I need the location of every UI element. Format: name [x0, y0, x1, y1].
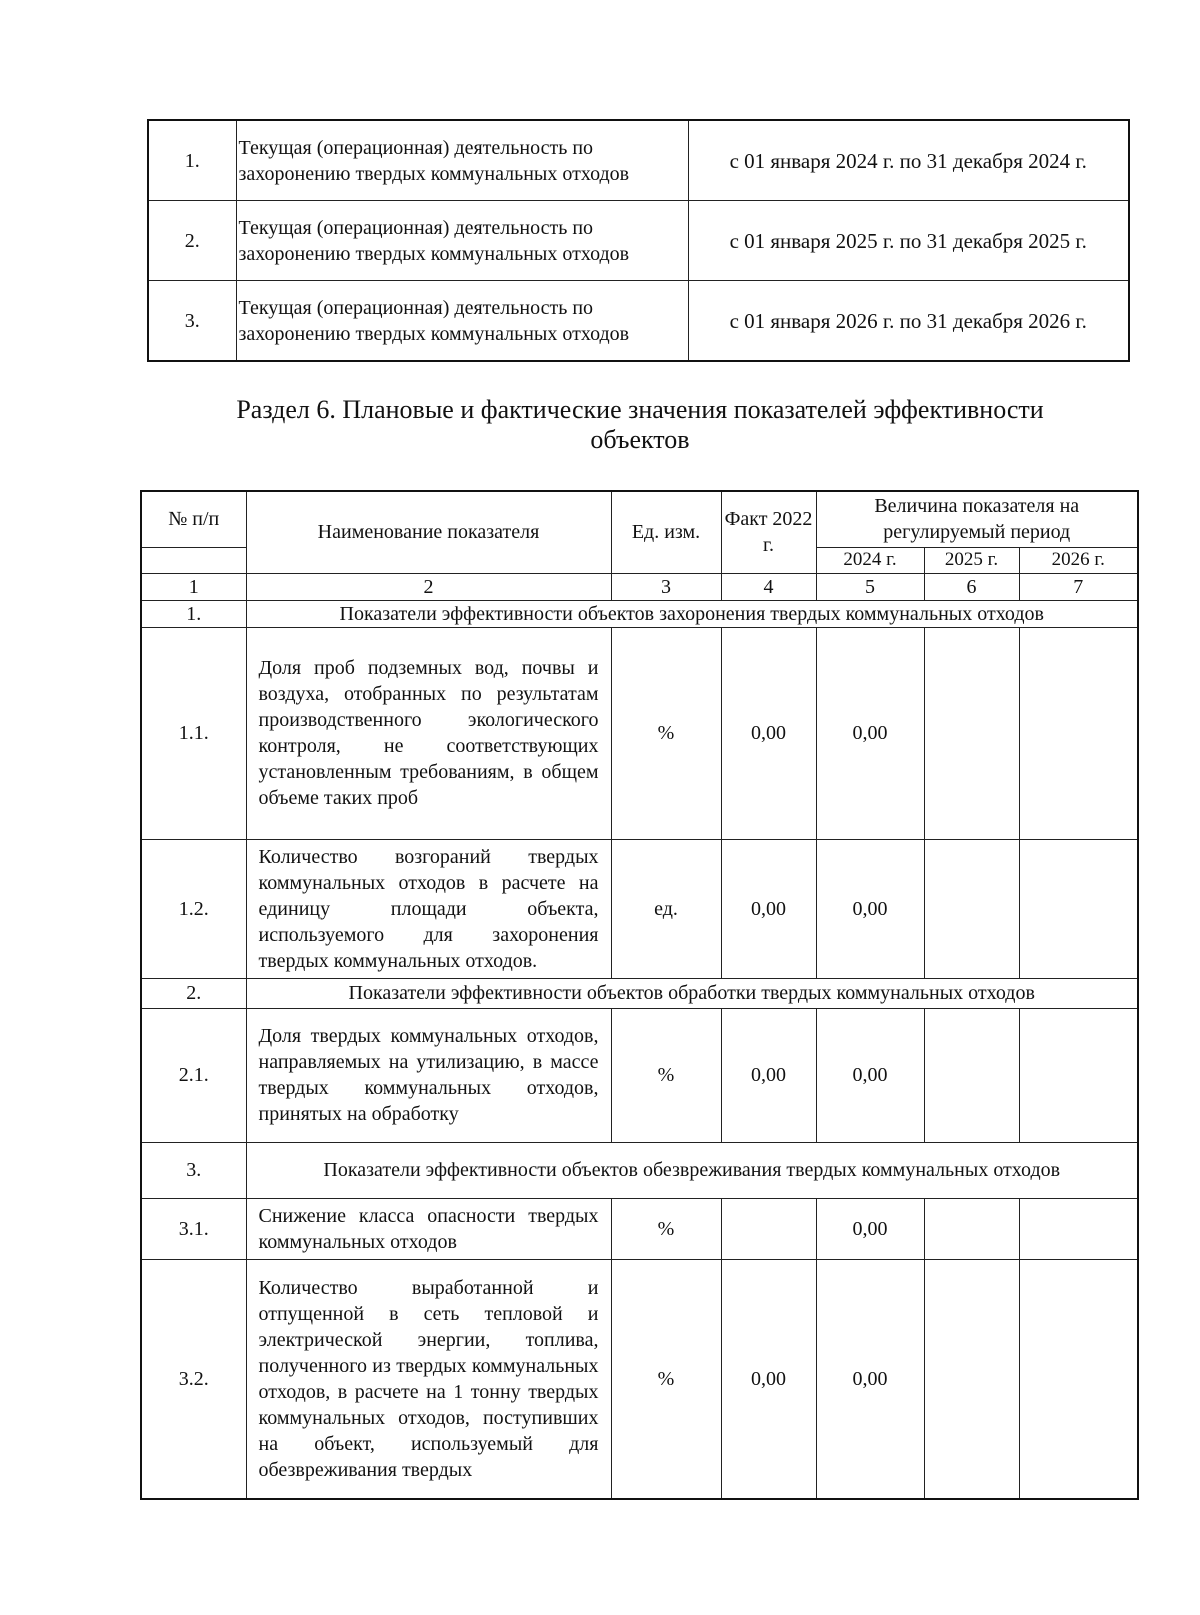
indicator-unit: %	[611, 1008, 721, 1142]
indicator-fact: 0,00	[721, 839, 816, 978]
activity-period: с 01 января 2025 г. по 31 декабря 2025 г.	[688, 201, 1129, 281]
indicator-2026	[1019, 1008, 1138, 1142]
section-row	[141, 978, 1138, 1008]
indicator-2024: 0,00	[816, 627, 924, 839]
section-title-line1: Раздел 6. Плановые и фактические значения показателей эффективности	[236, 395, 1044, 424]
indicator-number: 3.2.	[141, 1259, 246, 1499]
indicator-name: Количество возгораний твердых коммунальных отходов в расчете на единицу площади объекта, используемого для захоронения твердых коммунальных отходов.	[246, 839, 611, 978]
indicator-2026	[1019, 839, 1138, 978]
indicator-number: 1.1.	[141, 627, 246, 839]
indicator-fact: 0,00	[721, 1008, 816, 1142]
header-year-2025: 2025 г.	[924, 547, 1019, 573]
table-row	[141, 839, 1138, 978]
activity-name: Текущая (операционная) деятельность по захоронению твердых коммунальных отходов	[236, 201, 688, 281]
table-row	[148, 120, 1129, 201]
header-year-2024: 2024 г.	[816, 547, 924, 573]
indicator-unit: %	[611, 1198, 721, 1259]
section-heading: Показатели эффективности объектов захоронения твердых коммунальных отходов	[246, 600, 1138, 627]
indicator-2024: 0,00	[816, 1259, 924, 1499]
section-heading: Показатели эффективности объектов обезвреживания твердых коммунальных отходов	[246, 1142, 1138, 1198]
indicator-2024: 0,00	[816, 1198, 924, 1259]
row-number: 1.	[148, 120, 236, 201]
indicator-2026	[1019, 1259, 1138, 1499]
col-number: 1	[141, 573, 246, 600]
table-row	[141, 627, 1138, 839]
col-number: 2	[246, 573, 611, 600]
indicator-2025	[924, 627, 1019, 839]
header-row	[141, 491, 1138, 547]
indicator-fact: 0,00	[721, 1259, 816, 1499]
indicator-number: 1.2.	[141, 839, 246, 978]
col-number: 6	[924, 573, 1019, 600]
indicator-2025	[924, 839, 1019, 978]
section-number: 1.	[141, 600, 246, 627]
indicator-2025	[924, 1198, 1019, 1259]
table-row	[141, 1008, 1138, 1142]
activity-periods-table	[147, 119, 1130, 362]
row-number: 2.	[148, 201, 236, 281]
section-row	[141, 600, 1138, 627]
header-num: № п/п	[141, 491, 246, 547]
indicators-table	[140, 490, 1139, 1500]
header-num-empty	[141, 547, 246, 573]
indicator-number: 2.1.	[141, 1008, 246, 1142]
section-row	[141, 1142, 1138, 1198]
col-number: 7	[1019, 573, 1138, 600]
indicator-fact: 0,00	[721, 627, 816, 839]
column-number-row	[141, 573, 1138, 600]
indicator-name: Доля проб подземных вод, почвы и воздуха, отобранных по результатам производственного экологического контроля, не соответствующих установленным требованиям, в общем объеме таких проб	[246, 627, 611, 839]
section-heading: Показатели эффективности объектов обработки твердых коммунальных отходов	[246, 978, 1138, 1008]
section-number: 3.	[141, 1142, 246, 1198]
indicator-2024: 0,00	[816, 839, 924, 978]
activity-period: с 01 января 2026 г. по 31 декабря 2026 г.	[688, 281, 1129, 362]
indicator-name: Доля твердых коммунальных отходов, направляемых на утилизацию, в массе твердых коммунальных отходов, принятых на обработку	[246, 1008, 611, 1142]
indicator-2025	[924, 1259, 1019, 1499]
header-year-2026: 2026 г.	[1019, 547, 1138, 573]
indicator-name: Количество выработанной и отпущенной в сеть тепловой и электрической энергии, топлива, полученного из твердых коммунальных отходов, в расчете на 1 тонну твердых коммунальных отходов, поступивших на объект, используемый для обезвреживания твердых	[246, 1259, 611, 1499]
header-period-group: Величина показателя на регулируемый период	[816, 491, 1138, 547]
col-number: 3	[611, 573, 721, 600]
indicator-fact	[721, 1198, 816, 1259]
activity-name: Текущая (операционная) деятельность по захоронению твердых коммунальных отходов	[236, 120, 688, 201]
section-number: 2.	[141, 978, 246, 1008]
table-row	[141, 1259, 1138, 1499]
header-name: Наименование показателя	[246, 491, 611, 573]
activity-name: Текущая (операционная) деятельность по захоронению твердых коммунальных отходов	[236, 281, 688, 362]
col-number: 4	[721, 573, 816, 600]
activity-period: с 01 января 2024 г. по 31 декабря 2024 г.	[688, 120, 1129, 201]
indicator-2026	[1019, 627, 1138, 839]
table-row	[141, 1198, 1138, 1259]
indicator-unit: %	[611, 1259, 721, 1499]
indicator-2025	[924, 1008, 1019, 1142]
section-title-line2: объектов	[590, 425, 690, 454]
table-row	[148, 201, 1129, 281]
header-unit: Ед. изм.	[611, 491, 721, 573]
indicator-name: Снижение класса опасности твердых коммунальных отходов	[246, 1198, 611, 1259]
indicator-unit: ед.	[611, 839, 721, 978]
header-fact: Факт 2022 г.	[721, 491, 816, 573]
section-title	[120, 395, 1160, 455]
table-row	[148, 281, 1129, 362]
row-number: 3.	[148, 281, 236, 362]
col-number: 5	[816, 573, 924, 600]
indicator-2024: 0,00	[816, 1008, 924, 1142]
indicator-number: 3.1.	[141, 1198, 246, 1259]
indicator-unit: %	[611, 627, 721, 839]
indicator-2026	[1019, 1198, 1138, 1259]
